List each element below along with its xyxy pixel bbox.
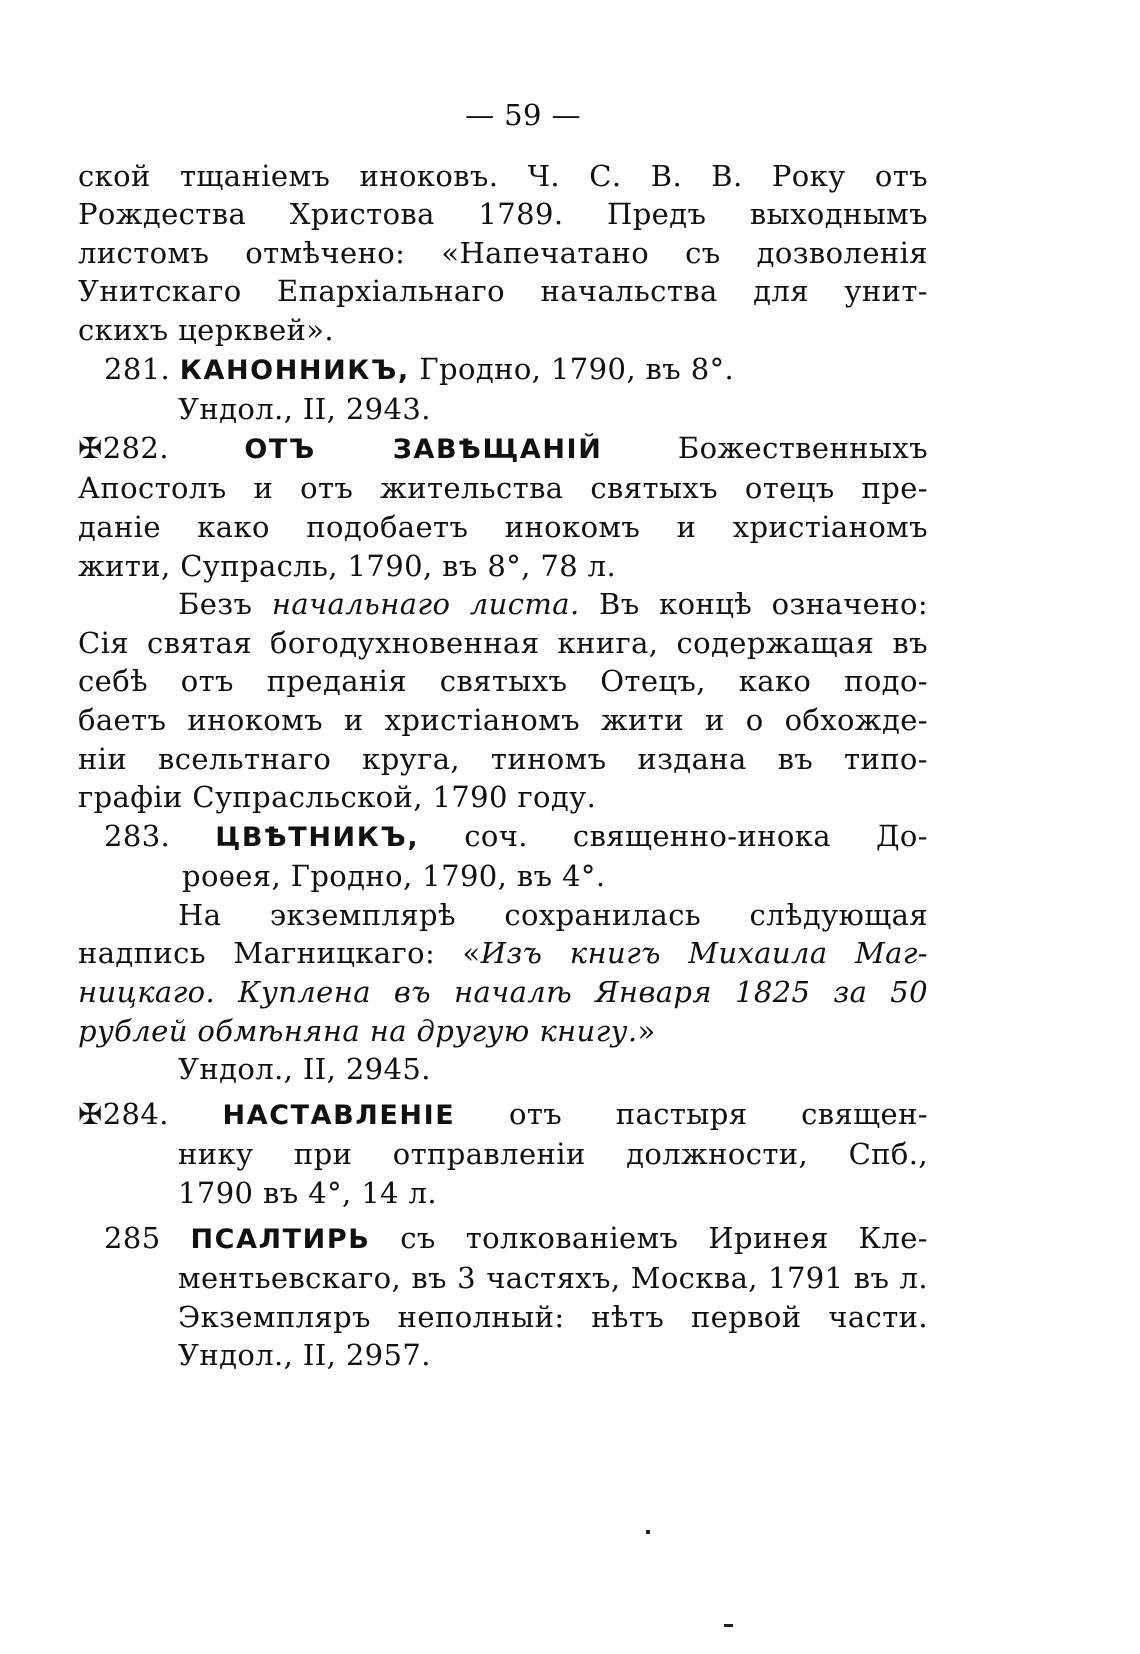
text-line (78, 934, 928, 973)
note-italic: рублей обмѣняна на другую книгу. (78, 1013, 638, 1048)
note-text: Въ концѣ означено: (579, 587, 929, 622)
entry-number: 285 (104, 1220, 161, 1255)
entry-number: ✠284. (78, 1096, 169, 1131)
print-speck (724, 1624, 733, 1627)
entry-283 (78, 817, 928, 1089)
entry-281 (78, 350, 928, 429)
page-number: — 59 — (465, 98, 581, 132)
entry-imprint: Божественныхъ (602, 430, 928, 465)
entry-284 (78, 1095, 928, 1213)
entry-reference: Ундол., II, 2943. (178, 392, 431, 427)
entry-title: КАНОННИКЪ, (179, 354, 410, 386)
entry-imprint: соч. священно-инока До- (419, 818, 928, 853)
text-line: листомъ отмѣчено: «Напечатано съ дозволенія (78, 235, 928, 270)
entry-reference: Ундол., II, 2957. (178, 1338, 431, 1373)
text-line: Сія святая богодухновенная книга, содержащая въ (78, 625, 928, 660)
continuation-paragraph (78, 157, 928, 350)
entry-heading (78, 350, 928, 391)
entry-note: На экземплярѣ сохранилась слѣдующая (178, 897, 928, 932)
entry-title: ЦВѢТНИКЪ, (215, 821, 420, 853)
text-line: Унитскаго Епархіальнаго начальства для унит- (78, 274, 928, 309)
entry-note (78, 585, 928, 624)
note-italic: начальнаго листа. (271, 587, 580, 622)
text-line: 1790 въ 4°, 14 л. (178, 1176, 437, 1211)
entry-heading (78, 429, 928, 470)
text-line: ской тщаніемъ иноковъ. Ч. С. В. В. Року отъ (78, 158, 928, 193)
text-line: графіи Супрасльской, 1790 году. (78, 780, 597, 815)
text-line: Апостолъ и отъ жительства святыхъ отецъ пре- (78, 471, 928, 506)
text-line: скихъ церквей». (78, 312, 334, 347)
document-page (78, 96, 928, 1375)
print-speck (646, 1530, 650, 1534)
entry-number: 283. (104, 818, 171, 853)
entry-imprint: съ толкованіемъ Иринея Кле- (370, 1220, 928, 1255)
entry-heading (78, 1219, 928, 1260)
entry-imprint: отъ пастыря священ- (455, 1096, 928, 1131)
entry-number: 281. (104, 351, 171, 386)
text-line: Рождества Христова 1789. Предъ выходнымъ (78, 197, 928, 232)
text-line: жити, Супрасль, 1790, въ 8°, 78 л. (78, 548, 617, 583)
text-line: даніе како подобаетъ инокомъ и христіаномъ (78, 509, 928, 544)
entry-285 (78, 1219, 928, 1375)
note-italic: Изъ книгъ Михаила Маг- (480, 936, 929, 971)
text-line: ницкаго. Куплена въ началѣ Января 1825 за 50 (78, 975, 928, 1010)
entry-reference: Ундол., II, 2945. (178, 1052, 431, 1087)
entry-282 (78, 429, 928, 817)
text-line: Экземпляръ неполный: нѣтъ первой части. (178, 1299, 928, 1334)
entry-title: ОТЪ ЗАВѢЩАНІЙ (244, 433, 603, 465)
entry-imprint: Гродно, 1790, въ 8°. (409, 351, 735, 386)
text-line: нику при отправленіи должности, Спб., (178, 1137, 928, 1172)
entry-heading (78, 1095, 928, 1136)
text-line (78, 1012, 928, 1051)
note-text: Безъ (178, 587, 272, 622)
text-line: баетъ инокомъ и христіаномъ жити и о обхожде- (78, 702, 928, 737)
entry-title: ПСАЛТИРЬ (190, 1223, 371, 1255)
text-line: роѳея, Гродно, 1790, въ 4°. (182, 859, 606, 894)
text-line: себѣ отъ преданія святыхъ Отецъ, како подо- (78, 664, 928, 699)
text-line: ментьевскаго, въ 3 частяхъ, Москва, 1791 въ л. (178, 1261, 928, 1296)
entry-title: НАСТАВЛЕНІЕ (222, 1099, 456, 1131)
note-text: надпись Магницкаго: « (78, 936, 481, 971)
text-line: ніи всельтнаго круга, тиномъ издана въ типо- (78, 741, 928, 776)
note-text: » (637, 1013, 656, 1048)
entry-heading (78, 817, 928, 858)
entry-number: ✠282. (78, 430, 169, 465)
